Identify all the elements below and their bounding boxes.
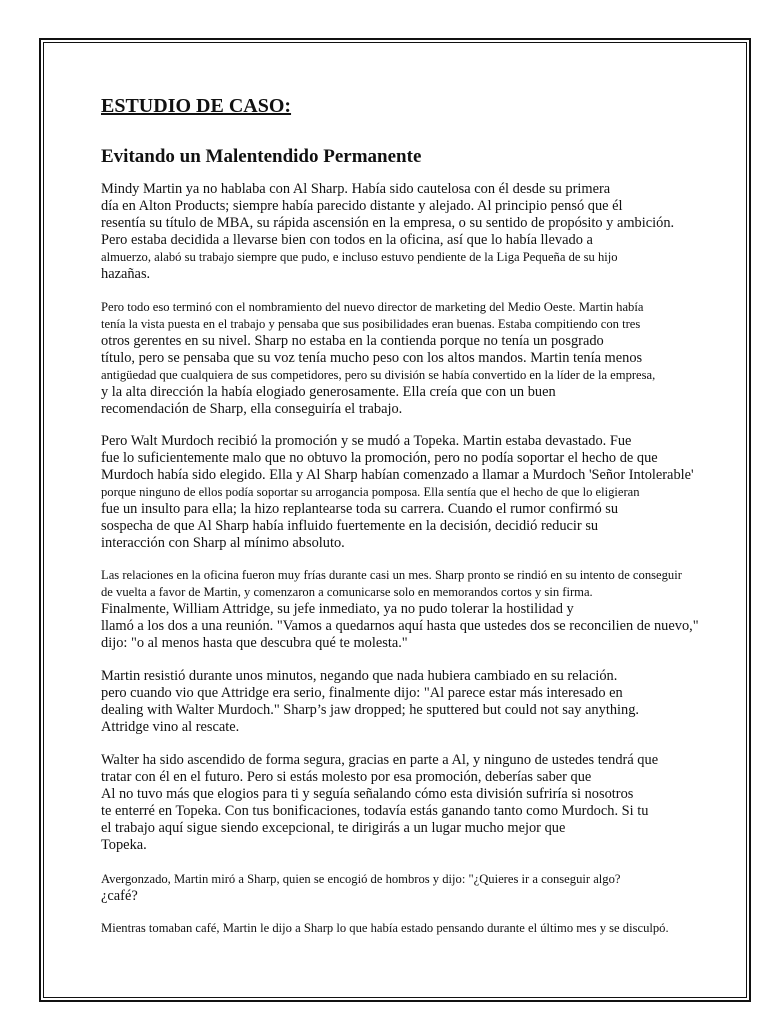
paragraph-8 bbox=[101, 920, 701, 937]
text-line: sospecha de que Al Sharp había influido fuertemente en la decisión, decidió reducir su bbox=[101, 518, 599, 534]
text-line: de vuelta a favor de Martin, y comenzaron a comunicarse solo en memorandos cortos y sin firma. bbox=[101, 585, 593, 599]
paragraph-2 bbox=[101, 299, 701, 418]
text-line: Topeka. bbox=[101, 837, 147, 853]
paragraph-6 bbox=[101, 752, 701, 854]
text-line: título, pero se pensaba que su voz tenía mucho peso con los altos mandos. Martin tenía menos bbox=[101, 350, 643, 366]
text-line: Martin resistió durante unos minutos, negando que nada hubiera cambiado en su relación. bbox=[101, 668, 618, 684]
text-line: día en Alton Products; siempre había parecido distante y alejado. Al principio pensó que él bbox=[101, 198, 623, 214]
text-line: dealing with Walter Murdoch." Sharp’s jaw dropped; he sputtered but could not say anything. bbox=[101, 702, 639, 718]
text-line: hazañas. bbox=[101, 266, 151, 282]
text-line: recomendación de Sharp, ella conseguiría el trabajo. bbox=[101, 401, 403, 417]
paragraph-5 bbox=[101, 668, 701, 736]
text-line: pero cuando vio que Attridge era serio, finalmente dijo: "Al parece estar más interesado en bbox=[101, 685, 623, 701]
text-line: Murdoch había sido elegido. Ella y Al Sharp habían comenzado a llamar a Murdoch 'Señor Intolerable' bbox=[101, 467, 694, 483]
text-line: el trabajo aquí sigue siendo excepcional, te dirigirás a un lugar mucho mejor que bbox=[101, 820, 566, 836]
text-line: Walter ha sido ascendido de forma segura, gracias en parte a Al, y ninguno de ustedes tendrá que bbox=[101, 752, 659, 768]
text-line: Pero Walt Murdoch recibió la promoción y se mudó a Topeka. Martin estaba devastado. Fue bbox=[101, 433, 632, 449]
text-line: porque ninguno de ellos podía soportar su arrogancia pomposa. Ella sentía que el hecho de que lo eligieran bbox=[101, 485, 640, 499]
text-line: Avergonzado, Martin miró a Sharp, quien se encogió de hombros y dijo: "¿Quieres ir a conseguir algo? bbox=[101, 872, 621, 886]
text-line: Pero estaba decidida a llevarse bien con todos en la oficina, así que lo había llevado a bbox=[101, 232, 593, 248]
text-line: antigüedad que cualquiera de sus competidores, pero su división se había convertido en la líder de la empresa, bbox=[101, 368, 656, 382]
text-line: Attridge vino al rescate. bbox=[101, 719, 240, 735]
paragraph-7 bbox=[101, 871, 701, 905]
text-line: dijo: "o al menos hasta que descubra qué te molesta." bbox=[101, 635, 408, 651]
text-line: Mientras tomaban café, Martin le dijo a Sharp lo que había estado pensando durante el último mes y se disculpó. bbox=[101, 921, 669, 935]
text-line: Pero todo eso terminó con el nombramiento del nuevo director de marketing del Medio Oeste. Martin había bbox=[101, 300, 644, 314]
paragraph-1 bbox=[101, 181, 701, 283]
text-line: Las relaciones en la oficina fueron muy frías durante casi un mes. Sharp pronto se rindió en su intento de conseguir bbox=[101, 568, 682, 582]
text-line: almuerzo, alabó su trabajo siempre que pudo, e incluso estuvo pendiente de la Liga Pequeña de su hijo bbox=[101, 250, 618, 264]
text-line: te enterré en Topeka. Con tus bonificaciones, todavía estás ganando tanto como Murdoch. Si tu bbox=[101, 803, 649, 819]
text-line: fue un insulto para ella; la hizo replantearse toda su carrera. Cuando el rumor confirmó su bbox=[101, 501, 619, 517]
text-line: tratar con él en el futuro. Pero si estás molesto por esa promoción, deberías saber que bbox=[101, 769, 592, 785]
paragraph-4 bbox=[101, 567, 701, 652]
case-study-heading: ESTUDIO DE CASO: bbox=[101, 95, 292, 117]
text-line: Finalmente, William Attridge, su jefe inmediato, ya no pudo tolerar la hostilidad y bbox=[101, 601, 574, 617]
text-line: tenía la vista puesta en el trabajo y pensaba que sus posibilidades eran buenas. Estaba compitiendo con tres bbox=[101, 317, 641, 331]
text-line: otros gerentes en su nivel. Sharp no estaba en la contienda porque no tenía un posgrado bbox=[101, 333, 604, 349]
text-line: ¿café? bbox=[101, 888, 138, 904]
text-line: interacción con Sharp al mínimo absoluto. bbox=[101, 535, 345, 551]
paragraph-3 bbox=[101, 433, 701, 552]
text-line: y la alta dirección la había elogiado generosamente. Ella creía que con un buen bbox=[101, 384, 556, 400]
case-study-title: Evitando un Malentendido Permanente bbox=[101, 146, 422, 167]
text-line: Al no tuvo más que elogios para ti y seguía señalando cómo esta división sufriría si nosotros bbox=[101, 786, 634, 802]
text-line: fue lo suficientemente malo que no obtuvo la promoción, pero no podía soportar el hecho de que bbox=[101, 450, 658, 466]
text-line: resentía su título de MBA, su rápida ascensión en la empresa, o su sentido de propósito y ambición. bbox=[101, 215, 675, 231]
text-line: llamó a los dos a una reunión. "Vamos a quedarnos aquí hasta que ustedes dos se reconcilien de nuevo," bbox=[101, 618, 699, 634]
text-line: Mindy Martin ya no hablaba con Al Sharp. Había sido cautelosa con él desde su primera bbox=[101, 181, 611, 197]
